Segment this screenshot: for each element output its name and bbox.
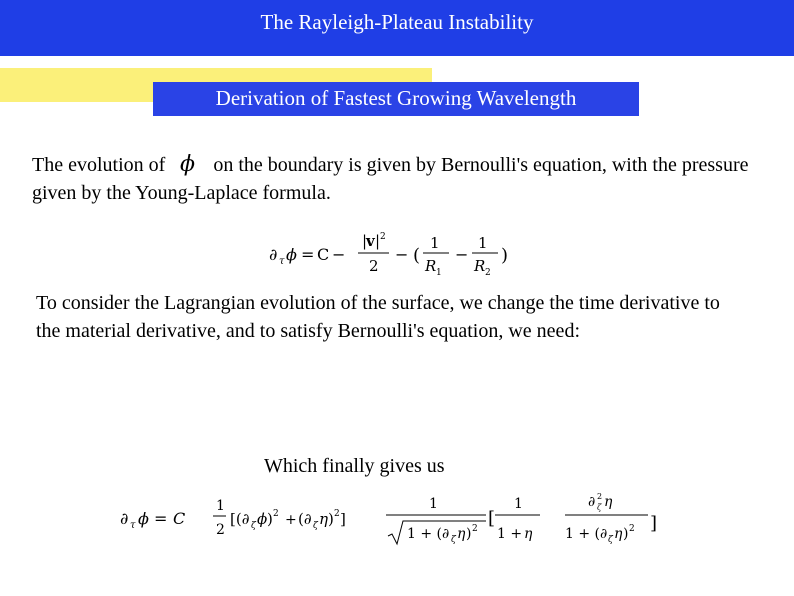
svg-text:=: = [301,245,315,264]
svg-text:1: 1 [436,268,442,278]
svg-text:(: ( [413,245,421,266]
title-bar [0,0,794,56]
svg-text:∂: ∂ [588,494,596,510]
svg-text:+: + [285,512,297,528]
svg-text:η: η [524,526,533,542]
svg-text:η: η [604,494,613,510]
svg-text:−: − [332,245,346,264]
svg-text:): ) [501,245,509,266]
svg-text:1 +: 1 + [497,526,523,542]
svg-text:R: R [474,257,486,275]
paragraph-lagrangian: To consider the Lagrangian evolution of the surface, we change the time derivative to the material derivative, and to satisfy Bernoulli's equation, we need: [36,292,720,342]
svg-text:ϕ: ϕ [286,245,297,264]
svg-text:ϕ: ϕ [180,152,196,177]
svg-text:2: 2 [334,509,340,519]
subtitle-box [153,82,639,116]
paragraph-result-intro: Which finally gives us [264,455,445,477]
svg-text:2: 2 [216,522,225,538]
svg-text:R: R [425,257,437,275]
svg-text:η: η [319,510,328,528]
paragraph-bernoulli [32,151,772,207]
svg-text:ζ: ζ [251,521,256,531]
svg-text:2: 2 [380,232,386,242]
slide-subtitle: Derivation of Fastest Growing Wavelength [215,86,577,110]
svg-text:C: C [173,509,186,528]
svg-text:−: − [395,245,409,264]
svg-text:[(∂: [(∂ [230,510,250,528]
svg-text:∂: ∂ [120,509,129,528]
svg-text:τ: τ [279,256,285,267]
svg-text:1 + (∂: 1 + (∂ [565,526,608,542]
svg-text:(∂: (∂ [298,510,312,528]
svg-text:): ) [328,510,334,528]
svg-text:τ: τ [130,520,136,531]
svg-text:C: C [317,245,330,264]
svg-text:]: ] [340,510,346,528]
svg-text:2: 2 [597,492,603,501]
svg-text:1: 1 [514,496,523,512]
svg-text:): ) [267,510,273,528]
svg-text:ζ: ζ [597,503,602,512]
svg-text:2: 2 [472,524,478,534]
svg-text:]: ] [650,513,658,534]
svg-text:[: [ [488,508,496,529]
svg-text:ζ: ζ [451,535,456,545]
svg-text:ζ: ζ [313,521,318,531]
svg-text:−: − [455,245,469,264]
svg-text:2: 2 [369,257,379,275]
svg-text:|: | [362,232,368,250]
svg-text:ϕ: ϕ [138,509,149,528]
svg-text:ϕ: ϕ [257,510,268,528]
paragraph-bernoulli-end: on the boundary is given by Bernoulli's equation, with the pressure given by the Young-Laplace formula. [32,154,749,204]
svg-text:1: 1 [478,234,488,252]
growth-equation [118,488,664,550]
svg-text:η: η [614,526,623,542]
phi-symbol [170,151,208,177]
svg-text:=: = [154,509,168,528]
slide-title: The Rayleigh-Plateau Instability [260,10,534,34]
svg-text:2: 2 [273,509,279,519]
svg-text:): ) [466,526,472,542]
svg-text:2: 2 [485,268,491,278]
svg-text:): ) [623,526,629,542]
svg-text:v: v [366,232,375,250]
svg-text:η: η [457,526,466,542]
svg-text:|: | [375,232,381,250]
svg-text:1: 1 [216,498,225,514]
svg-text:1 + (∂: 1 + (∂ [407,526,450,542]
svg-text:2: 2 [629,524,635,534]
svg-text:∂: ∂ [269,245,278,264]
svg-text:1: 1 [430,234,440,252]
paragraph-bernoulli-start: The evolution of [32,154,166,176]
svg-text:1: 1 [429,496,438,512]
svg-text:ζ: ζ [608,535,613,545]
bernoulli-equation [265,228,515,280]
